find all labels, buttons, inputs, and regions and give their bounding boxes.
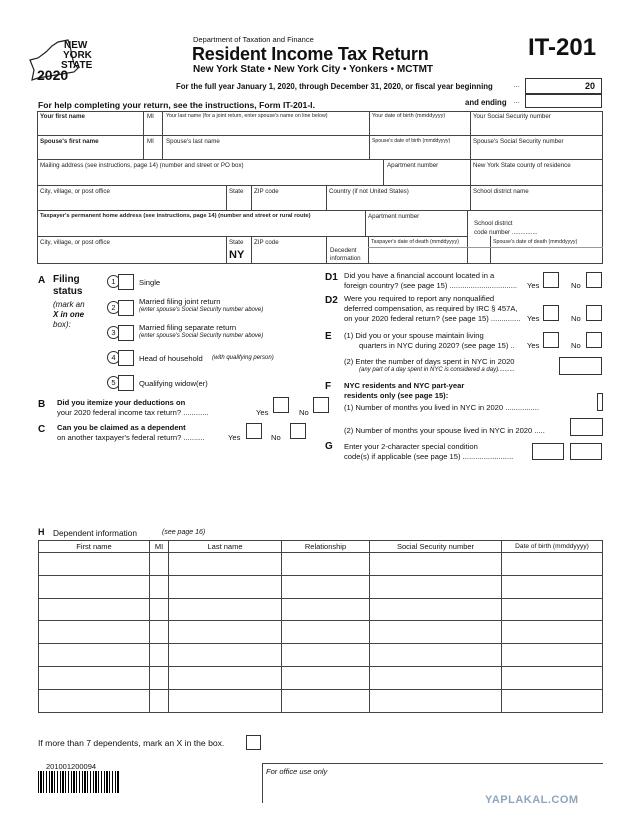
apartment-number2-label: Apartment number [368,213,420,220]
your-first-name-field[interactable] [38,121,142,134]
country-label: Country (if not United States) [329,188,409,195]
school-code-label: School district [474,220,513,227]
period-text: For the full year January 1, 2020, through December 31, 2020, or fiscal year beginning [176,82,493,91]
section-e-l2a: (2) Enter the number of days spent in NYC in 2020 [344,357,515,366]
section-b-letter: B [38,399,46,410]
dependent-row-1 [39,553,603,576]
dependent-row-4 [39,621,603,644]
help-text: For help completing your return, see the instructions, Form IT-201-I. [38,100,315,110]
filing-separate-checkbox[interactable] [118,325,134,341]
form-id: IT-201 [528,34,597,61]
your-dob-label: Your date of birth (mmddyyyy) [372,113,446,119]
zip2-label: ZIP code [254,239,279,246]
option-4-label: Head of household [139,354,203,363]
apartment-number-label: Apartment number [387,162,439,169]
city-label: City, village, or post office [40,188,110,195]
section-d2-line1: Were you required to report any nonqualified [344,294,495,303]
section-f-l1: (1) Number of months you lived in NYC in 2020 ................ [344,403,539,412]
section-e-yes: Yes [527,341,540,350]
dependent-row-2 [39,575,603,598]
mi-label: MI [147,113,154,120]
decedent-info-label: information [330,255,361,262]
department-name: Department of Taxation and Finance [193,35,314,44]
section-e-letter: E [325,331,332,342]
filing-hoh-checkbox[interactable] [118,350,134,366]
option-2-sub: (enter spouse's Social Security number above) [139,307,264,313]
option-3-number: 3 [107,326,120,339]
city2-label: City, village, or post office [40,239,110,246]
section-h-note: (see page 16) [162,529,206,536]
months-lived-field[interactable] [597,393,603,411]
barcode [38,771,120,793]
nyc-quarters-no-checkbox[interactable] [586,332,602,348]
school-code2-label: code number ............... [474,229,538,236]
taxpayer-death-label: Taxpayer's date of death (mmddyyyy) [371,239,459,245]
your-ssn-label: Your Social Security number [473,113,551,120]
mailing-address-label: Mailing address (see instructions, page 14) (number and street or PO box) [40,162,244,169]
section-f-t2: residents only (see page 15): [344,391,449,400]
section-b-no: No [299,408,309,417]
spouse-dob-label: Spouse's date of birth (mmddyyyy) [372,138,451,144]
county-label: New York State county of residence [473,162,571,169]
section-f-letter: F [325,381,332,392]
filing-note2: X in one [53,310,85,319]
section-d2-letter: D2 [325,295,338,306]
section-d1-line2: foreign country? (see page 15) ................................ [344,281,518,290]
special-code-2-field[interactable] [570,443,602,460]
dependent-no-checkbox[interactable] [290,423,306,439]
mi2-label: MI [147,138,154,145]
filing-status-title2: status [53,286,83,297]
section-c-letter: C [38,424,46,435]
form-subtitle: New York State • New York City • Yonkers • MCTMT [193,64,434,75]
section-d2-yes: Yes [527,314,540,323]
section-e-no: No [571,341,581,350]
logo-new: NEW [64,40,88,51]
decedent-label: Decedent [330,247,357,254]
section-g-letter: G [325,441,333,452]
option-3-sub: (enter spouse's Social Security number above) [139,333,264,339]
filing-joint-checkbox[interactable] [118,300,134,316]
section-c-line2: on another taxpayer's federal return? .......... [57,433,205,442]
logo-york: YORK [63,50,92,61]
spouse-months-field[interactable] [570,418,603,436]
col-relationship: Relationship [282,541,370,553]
col-last-name: Last name [169,541,282,553]
option-2-label: Married filing joint return [139,297,221,306]
section-a-letter: A [38,275,46,286]
watermark: YAPLAKAL.COM [485,794,579,806]
section-e-l2b: (any part of a day spent in NYC is considered a day).......... [359,367,515,373]
section-d1-letter: D1 [325,272,338,283]
section-g-l1: Enter your 2-character special condition [344,442,478,451]
state-value: NY [229,249,245,261]
dependent-row-3 [39,598,603,621]
section-d1-no: No [571,281,581,290]
nyc-days-field[interactable] [559,357,602,375]
itemize-yes-checkbox[interactable] [273,397,289,413]
office-use-label: For office use only [266,767,328,776]
option-3-label: Married filing separate return [139,323,237,332]
section-f-l2: (2) Number of months your spouse lived in NYC in 2020 ..... [344,426,545,435]
spouse-death-label: Spouse's date of death (mmddyyyy) [493,239,578,245]
deferred-comp-yes-checkbox[interactable] [543,305,559,321]
more-dependents-checkbox[interactable] [246,735,261,750]
logo-state: STATE [61,60,93,71]
your-ssn-field[interactable] [471,121,601,134]
section-c-line1: Can you be claimed as a dependent [57,423,186,432]
state-label: State [229,188,244,195]
your-last-name-label: Your last name (for a joint return, enter spouse's name on line below) [166,113,328,119]
deferred-comp-no-checkbox[interactable] [586,305,602,321]
section-d2-no: No [571,314,581,323]
section-c-yes: Yes [228,433,241,442]
section-e-l1a: (1) Did you or your spouse maintain living [344,331,484,340]
spouse-ssn-label: Spouse's Social Security number [473,138,564,145]
foreign-account-yes-checkbox[interactable] [543,272,559,288]
section-h-letter: H [38,527,45,537]
nyc-quarters-yes-checkbox[interactable] [543,332,559,348]
option-2-number: 2 [107,301,120,314]
section-b-line1: Did you itemize your deductions on [57,398,186,407]
col-dob: Date of birth (mmddyyyy) [502,541,603,553]
option-4-sub: (with qualifying person) [212,355,274,361]
itemize-no-checkbox[interactable] [313,397,329,413]
filing-note3: box): [53,320,71,329]
dependent-row-7 [39,689,603,712]
school-district-label: School district name [473,188,529,195]
ending-text: and ending [465,98,507,107]
dependent-yes-checkbox[interactable] [246,423,262,439]
section-g-l2: code(s) if applicable (see page 15) ........................ [344,452,514,461]
section-d1-yes: Yes [527,281,540,290]
section-b-line2: your 2020 federal income tax return? ............ [57,408,209,417]
form-title: Resident Income Tax Return [192,44,429,64]
section-h-title: Dependent information [53,528,137,538]
option-1-number: 1 [107,275,120,288]
option-5-label: Qualifying widow(er) [139,379,208,388]
filing-single-checkbox[interactable] [118,274,134,290]
more-dependents-text: If more than 7 dependents, mark an X in the box. [38,738,225,748]
barcode-number: 201001200094 [46,762,97,771]
your-first-name-label: Your first name [40,113,85,120]
year-suffix: 20 [585,81,596,91]
section-b-yes: Yes [256,408,269,417]
filing-widow-checkbox[interactable] [118,375,134,391]
section-d2-line2: deferred compensation, as required by IRC § 457A, [344,304,518,313]
col-first-name: First name [39,541,150,553]
fiscal-end-box[interactable] [525,94,602,108]
state2-label: State [229,239,244,246]
option-1-label: Single [139,278,161,287]
option-5-number: 5 [107,376,120,389]
section-c-no: No [271,433,281,442]
section-e-l1b: quarters in NYC during 2020? (see page 15) .. [359,341,515,350]
col-mi: MI [150,541,169,553]
filing-status-title1: Filing [53,274,80,285]
option-4-number: 4 [107,351,120,364]
spouse-last-name-label: Spouse's last name [166,138,220,145]
special-code-1-field[interactable] [532,443,564,460]
foreign-account-no-checkbox[interactable] [586,272,602,288]
logo-year: 2020 [37,67,69,83]
dependent-row-5 [39,644,603,667]
zip-label: ZIP code [254,188,279,195]
section-d2-line3: on your 2020 federal return? (see page 15) .............. [344,314,521,323]
section-d1-line1: Did you have a financial account located in a [344,271,495,280]
dependent-table [38,540,603,713]
dependent-row-6 [39,666,603,689]
spouse-first-name-label: Spouse's first name [40,138,99,145]
filing-note1: (mark an [53,300,85,309]
perm-address-label: Taxpayer's permanent home address (see instructions, page 14) (number and street or rural route) [40,213,311,219]
col-ssn: Social Security number [370,541,502,553]
section-f-t1: NYC residents and NYC part-year [344,381,465,390]
